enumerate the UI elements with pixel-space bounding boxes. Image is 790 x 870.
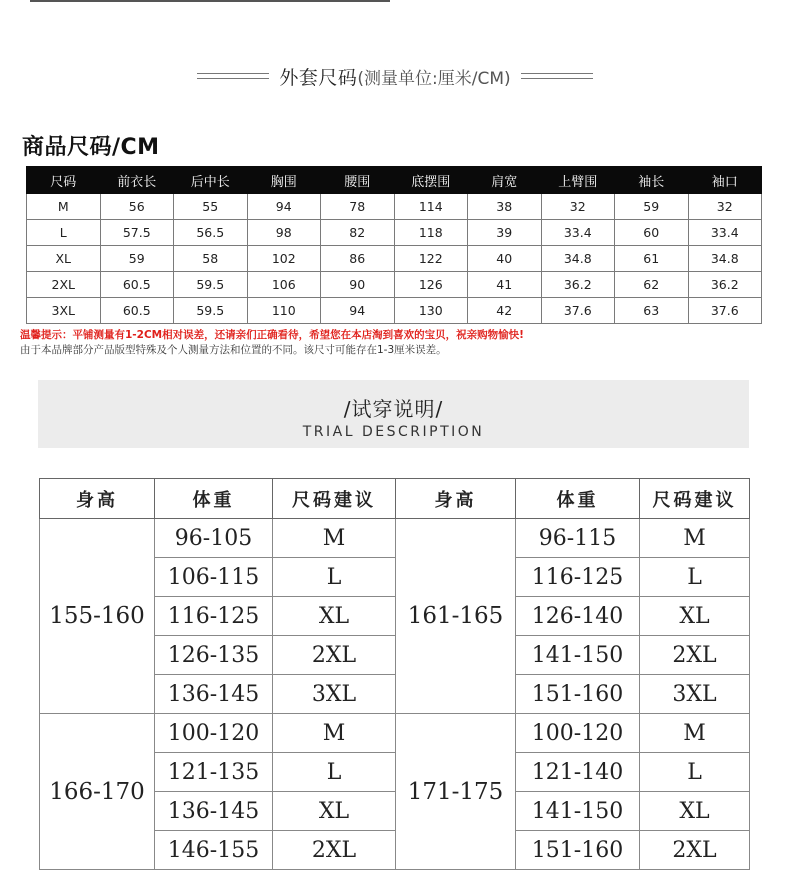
size-cell: 59 bbox=[100, 246, 174, 272]
fit-col-header: 体重 bbox=[516, 479, 640, 519]
height-range-cell: 171-175 bbox=[396, 714, 516, 870]
size-col-header: 前衣长 bbox=[100, 167, 174, 194]
size-table-row bbox=[27, 246, 762, 272]
size-suggestion-cell: M bbox=[640, 714, 750, 753]
size-cell: 63 bbox=[615, 298, 689, 324]
size-cell: 82 bbox=[321, 220, 395, 246]
size-cell: 59.5 bbox=[174, 298, 248, 324]
size-suggestion-cell: XL bbox=[640, 597, 750, 636]
size-cell: 36.2 bbox=[688, 272, 762, 298]
size-suggestion-cell: L bbox=[640, 753, 750, 792]
height-range-cell: 161-165 bbox=[396, 519, 516, 714]
size-suggestion-cell: M bbox=[273, 519, 396, 558]
header-subtitle: (测量单位:厘米/CM) bbox=[357, 68, 511, 89]
weight-cell: 136-145 bbox=[155, 675, 273, 714]
weight-cell: 106-115 bbox=[155, 558, 273, 597]
size-cell: 37.6 bbox=[688, 298, 762, 324]
size-cell: 60.5 bbox=[100, 298, 174, 324]
size-col-header: 胸围 bbox=[247, 167, 321, 194]
size-cell: 59.5 bbox=[174, 272, 248, 298]
fit-col-header: 身高 bbox=[396, 479, 516, 519]
weight-cell: 141-150 bbox=[516, 636, 640, 675]
trial-banner bbox=[38, 380, 749, 448]
size-suggestion-cell: M bbox=[640, 519, 750, 558]
size-suggestion-cell: XL bbox=[273, 792, 396, 831]
info-note: 由于本品牌部分产品版型特殊及个人测量方法和位置的不同。该尺寸可能存在1-3厘米误差。 bbox=[20, 344, 447, 356]
size-cell: 86 bbox=[321, 246, 395, 272]
size-col-header: 袖口 bbox=[688, 167, 762, 194]
weight-cell: 126-135 bbox=[155, 636, 273, 675]
size-cell: M bbox=[27, 194, 101, 220]
size-col-header: 底摆围 bbox=[394, 167, 468, 194]
size-cell: 106 bbox=[247, 272, 321, 298]
size-suggestion-cell: L bbox=[640, 558, 750, 597]
size-col-header: 后中长 bbox=[174, 167, 248, 194]
size-col-header: 肩宽 bbox=[468, 167, 542, 194]
size-suggestion-cell: M bbox=[273, 714, 396, 753]
size-cell: 55 bbox=[174, 194, 248, 220]
size-col-header: 腰围 bbox=[321, 167, 395, 194]
size-cell: 114 bbox=[394, 194, 468, 220]
size-cell: 34.8 bbox=[541, 246, 615, 272]
size-suggestion-cell: 2XL bbox=[640, 831, 750, 870]
weight-cell: 151-160 bbox=[516, 675, 640, 714]
size-cell: 33.4 bbox=[688, 220, 762, 246]
fit-table-body bbox=[40, 519, 750, 870]
size-cell: 78 bbox=[321, 194, 395, 220]
top-divider bbox=[30, 0, 390, 2]
size-cell: 3XL bbox=[27, 298, 101, 324]
size-cell: 60 bbox=[615, 220, 689, 246]
size-col-header: 上臂围 bbox=[541, 167, 615, 194]
size-cell: 94 bbox=[247, 194, 321, 220]
size-suggestion-cell: 3XL bbox=[640, 675, 750, 714]
size-cell: 38 bbox=[468, 194, 542, 220]
size-cell: 33.4 bbox=[541, 220, 615, 246]
height-range-cell: 155-160 bbox=[40, 519, 155, 714]
fit-col-header: 尺码建议 bbox=[640, 479, 750, 519]
size-cell: 94 bbox=[321, 298, 395, 324]
size-cell: 36.2 bbox=[541, 272, 615, 298]
size-cell: 39 bbox=[468, 220, 542, 246]
size-col-header: 尺码 bbox=[27, 167, 101, 194]
size-cell: 41 bbox=[468, 272, 542, 298]
size-cell: 126 bbox=[394, 272, 468, 298]
size-cell: 56.5 bbox=[174, 220, 248, 246]
size-suggestion-cell: 2XL bbox=[640, 636, 750, 675]
weight-cell: 146-155 bbox=[155, 831, 273, 870]
weight-cell: 151-160 bbox=[516, 831, 640, 870]
fit-col-header: 尺码建议 bbox=[273, 479, 396, 519]
size-cell: 122 bbox=[394, 246, 468, 272]
size-cell: 56 bbox=[100, 194, 174, 220]
weight-cell: 116-125 bbox=[516, 558, 640, 597]
size-suggestion-cell: XL bbox=[273, 597, 396, 636]
size-header bbox=[0, 60, 790, 92]
height-range-cell: 166-170 bbox=[40, 714, 155, 870]
size-table-header-row bbox=[27, 167, 762, 194]
size-suggestion-cell: L bbox=[273, 753, 396, 792]
warning-note: 温馨提示：平铺测量有1-2CM相对误差，还请亲们正确看待，希望您在本店淘到喜欢的宝贝，祝亲购物愉快! bbox=[20, 329, 524, 341]
fit-table-row bbox=[40, 519, 750, 558]
header-right-rule bbox=[521, 73, 593, 79]
size-cell: 61 bbox=[615, 246, 689, 272]
size-suggestion-cell: 2XL bbox=[273, 636, 396, 675]
fit-table-header-row bbox=[40, 479, 750, 519]
size-table bbox=[26, 166, 762, 324]
size-cell: 98 bbox=[247, 220, 321, 246]
size-cell: 118 bbox=[394, 220, 468, 246]
trial-title-cn: /试穿说明/ bbox=[343, 397, 444, 421]
size-cell: 130 bbox=[394, 298, 468, 324]
size-table-row bbox=[27, 298, 762, 324]
fit-col-header: 体重 bbox=[155, 479, 273, 519]
weight-cell: 96-115 bbox=[516, 519, 640, 558]
size-suggestion-cell: L bbox=[273, 558, 396, 597]
fit-col-header: 身高 bbox=[40, 479, 155, 519]
size-suggestion-cell: 3XL bbox=[273, 675, 396, 714]
size-cell: 90 bbox=[321, 272, 395, 298]
size-cell: 59 bbox=[615, 194, 689, 220]
size-cell: 32 bbox=[541, 194, 615, 220]
size-col-header: 袖长 bbox=[615, 167, 689, 194]
weight-cell: 96-105 bbox=[155, 519, 273, 558]
size-cell: 57.5 bbox=[100, 220, 174, 246]
size-cell: 102 bbox=[247, 246, 321, 272]
weight-cell: 136-145 bbox=[155, 792, 273, 831]
weight-cell: 100-120 bbox=[516, 714, 640, 753]
trial-title-en: TRIAL DESCRIPTION bbox=[302, 424, 485, 440]
size-cell: 34.8 bbox=[688, 246, 762, 272]
fit-table bbox=[39, 478, 750, 870]
size-cell: 32 bbox=[688, 194, 762, 220]
weight-cell: 126-140 bbox=[516, 597, 640, 636]
size-suggestion-cell: 2XL bbox=[273, 831, 396, 870]
size-cell: L bbox=[27, 220, 101, 246]
header-title: 外套尺码 bbox=[279, 66, 358, 89]
size-cell: 2XL bbox=[27, 272, 101, 298]
size-cell: 62 bbox=[615, 272, 689, 298]
size-cell: 60.5 bbox=[100, 272, 174, 298]
size-cell: 110 bbox=[247, 298, 321, 324]
weight-cell: 116-125 bbox=[155, 597, 273, 636]
weight-cell: 121-140 bbox=[516, 753, 640, 792]
size-table-row bbox=[27, 220, 762, 246]
size-cell: 42 bbox=[468, 298, 542, 324]
size-suggestion-cell: XL bbox=[640, 792, 750, 831]
size-cell: 37.6 bbox=[541, 298, 615, 324]
weight-cell: 121-135 bbox=[155, 753, 273, 792]
weight-cell: 100-120 bbox=[155, 714, 273, 753]
size-table-body bbox=[27, 194, 762, 324]
fit-table-row bbox=[40, 714, 750, 753]
section-title: 商品尺码/CM bbox=[22, 135, 160, 160]
size-table-row bbox=[27, 194, 762, 220]
size-cell: 40 bbox=[468, 246, 542, 272]
size-cell: XL bbox=[27, 246, 101, 272]
size-cell: 58 bbox=[174, 246, 248, 272]
header-left-rule bbox=[197, 73, 269, 79]
size-table-row bbox=[27, 272, 762, 298]
weight-cell: 141-150 bbox=[516, 792, 640, 831]
